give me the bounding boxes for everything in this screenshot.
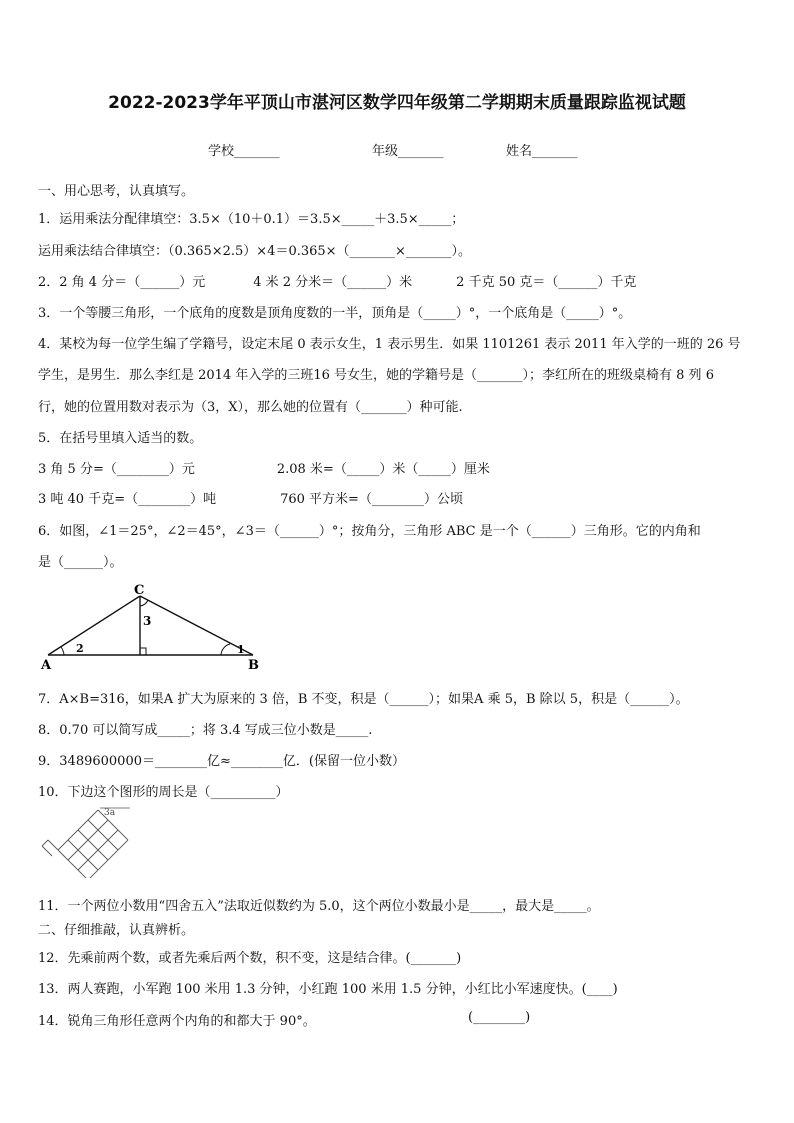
question-11: 11．一个两位小数用“四舍五入”法取近似数约为 5.0，这个两位小数最小是_____，最大是_____。 (38, 899, 600, 914)
question-1-line-1: 1．运用乘法分配律填空：3.5×（10＋0.1）＝3.5×_____＋3.5×_____； (38, 212, 465, 227)
question-2-part-1: 2．2 角 4 分＝（______）元 (38, 275, 206, 290)
grade-field: 年级_______ (372, 144, 444, 159)
question-5-row-1 (38, 458, 490, 477)
question-5-item-3: 3 吨 40 千克=（________）吨 (38, 492, 217, 507)
label-b: B (248, 658, 259, 672)
dimension-label: 3a (104, 808, 116, 818)
question-12: 12．先乘前两个数，或者先乘后两个数，积不变，这是结合律。(_______) (38, 951, 462, 966)
triangle-side-ac (48, 596, 140, 655)
question-5: 5．在括号里填入适当的数。 (38, 431, 203, 446)
question-7: 7．A×B=316，如果A 扩大为原来的 3 倍，B 不变，积是（______）；如果A 乘 5，B 除以 5，积是（______）。 (38, 692, 689, 707)
label-a: A (41, 658, 52, 672)
angle-3-arc (140, 600, 148, 606)
question-5-item-1: 3 角 5 分=（________）元 (38, 462, 195, 477)
stair-figure (36, 802, 136, 878)
question-2-part-3: 2 千克 50 克＝（______）千克 (456, 275, 637, 290)
question-8: 8．0.70 可以简写成_____；将 3.4 写成三位小数是_____. (38, 723, 373, 738)
label-2: 2 (76, 642, 84, 655)
question-4-line-1: 4．某校为每一位学生编了学籍号，设定末尾 0 表示女生，1 表示男生．如果 1101261 表示 2011 年入学的一班的 26 号 (38, 337, 741, 352)
question-14-answer: (________) (468, 1010, 531, 1025)
question-5-row-2 (38, 488, 463, 507)
question-4-line-2: 学生，是男生．那么李红是 2014 年入学的三班16 号女生，她的学籍号是（_______）；李红所在的班级桌椅有 8 列 6 (38, 368, 714, 383)
angle-1-arc (221, 644, 230, 655)
question-3: 3．一个等腰三角形，一个底角的度数是顶角度数的一半，顶角是（_____）°，一个底角是（_____）°。 (38, 306, 632, 321)
label-1: 1 (237, 643, 245, 656)
question-2 (38, 271, 636, 290)
question-14: 14．锐角三角形任意两个内角的和都大于 90°。 (38, 1014, 316, 1029)
question-10: 10．下边这个图形的周长是（__________） (38, 785, 289, 800)
question-5-item-2: 2.08 米=（_____）米（_____）厘米 (276, 462, 490, 477)
page-title: 2022-2023学年平顶山市湛河区数学四年级第二学期期末质量跟踪监视试题 (108, 93, 686, 113)
question-6-line-1: 6．如图，∠1＝25°，∠2＝45°，∠3＝（______）°；按角分，三角形 ABC 是一个（______）三角形。它的内角和 (38, 524, 701, 539)
triangle-figure (38, 582, 278, 672)
question-1-line-2: 运用乘法结合律填空：（0.365×2.5）×4＝0.365×（_______×_______）。 (38, 244, 471, 259)
question-9: 9．3489600000＝________亿≈________亿．(保留一位小数） (38, 754, 405, 769)
question-13: 13．两人赛跑，小军跑 100 米用 1.3 分钟，小红跑 100 米用 1.5 分钟，小红比小军速度快。(____) (38, 982, 618, 997)
section-2-heading: 二、仔细推敲，认真辨析。 (38, 923, 195, 938)
label-c: C (134, 583, 145, 598)
question-6-line-2: 是（______）。 (38, 555, 123, 570)
question-4-line-3: 行，她的位置用数对表示为（3，X），那么她的位置有（_______）种可能. (38, 400, 463, 415)
question-2-part-2: 4 米 2 分米＝（______）米 (253, 275, 413, 290)
name-field: 姓名_______ (506, 144, 578, 159)
school-field: 学校_______ (208, 144, 280, 159)
question-5-item-4: 760 平方米=（________）公顷 (280, 492, 463, 507)
right-angle-mark (140, 648, 146, 655)
angle-2-arc (61, 647, 64, 655)
label-3: 3 (143, 614, 152, 628)
section-1-heading: 一、用心思考，认真填写。 (38, 184, 195, 199)
